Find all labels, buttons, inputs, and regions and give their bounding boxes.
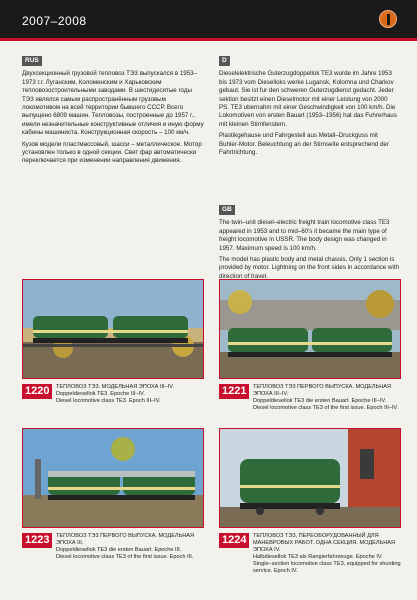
header-accent-bar	[0, 38, 417, 41]
product-photo-1221	[219, 279, 401, 379]
lang-tag-gb: GB	[219, 205, 235, 215]
caption-en: Single–section locomotive class TE3, equipped for shunting service. Epoch IV.	[253, 561, 401, 574]
product-photo-1223	[22, 428, 204, 528]
brand-logo-icon	[379, 10, 397, 28]
product-caption-1221	[219, 384, 401, 412]
caption-de: Doppeldiesellok TE3 die ersten Bauart. Epoche III.	[56, 547, 182, 553]
rus-paragraph-2: Кузов модели пластмассовый, шасси – металлическое. Мотор установлен только в одной секции. Свет фар автоматически переключается при изменении направления движения.	[22, 140, 202, 165]
de-paragraph-1: Dieselelektrische Guterzugdoppellok TE3 wurde im Jahre 1953 bis 1973 vom Dieselloks werke Lugansk, Kolomna und Charkov gebaut. Sie ist fur den schweren Guterzugdienst gedacht. Jeder sektion besitzt einen Dieselmotor mit einer Leistung von 2000 PS. TE3 ubernahm mit einer Geschwindigkeit von 100 km/h. Die Lokomotiven von ersten Bauart (1953–1956) hat das Fuhrerhaus mit kleinen Stirnfenstern.	[219, 70, 397, 128]
year-range: 2007–2008	[22, 14, 87, 28]
product-number: 1224	[219, 533, 249, 548]
text-column-english	[219, 205, 399, 284]
text-column-russian	[22, 56, 204, 169]
product-photo-1224	[219, 428, 401, 528]
gb-paragraph-1: The twin–unit diesel–electric freight train locomotive class TE3 appeared in 1953 and to mid–60's it became the main type of freight locomotive in USSR. The body design was changed in 1957. Maximum speed is 100 km/h.	[219, 219, 390, 252]
product-caption-1224	[219, 533, 401, 575]
caption-en: Diesel locomotive class TE3 of the first issue. Epoch III–IV.	[253, 405, 399, 411]
page-header	[0, 0, 417, 38]
caption-ru: ТЕПЛОВОЗ ТЭ3 ПЕРВОГО ВЫПУСКА. МОДЕЛЬНАЯ ЭПОХА III.	[56, 533, 195, 546]
caption-ru: ТЕПЛОВОЗ ТЭ3. МОДЕЛЬНАЯ ЭПОХА III–IV.	[56, 384, 175, 390]
gb-paragraph-2: The model has plastic body and metal chassis. Only 1 section is provided by motor. Lightning on the front sides in accordance with direction of travel.	[219, 256, 399, 280]
product-number: 1221	[219, 384, 249, 399]
caption-en: Diesel locomotive class TE3. Epoch III–IV.	[56, 398, 161, 404]
caption-ru: ТЕПЛОВОЗ ТЭ3, ПЕРЕОБОРУДОВАННЫЙ ДЛЯ МАНЕВРОВЫХ РАБОТ. ОДНА СЕКЦИЯ. МОДЕЛЬНАЯ ЭПОХА IV.	[253, 533, 396, 553]
product-number: 1220	[22, 384, 52, 399]
text-column-german	[219, 56, 399, 160]
product-caption-1223	[22, 533, 204, 561]
product-caption-1220	[22, 384, 204, 405]
product-number: 1223	[22, 533, 52, 548]
caption-de: Halbdiesellok TE3 als Rangierfahrzeuge. Epoche IV.	[253, 554, 383, 560]
lang-tag-de: D	[219, 56, 230, 66]
de-paragraph-2: Plastikgehause und Fahrgestell aus Metall–Druckguss mit Buhler-Motor. Beleuchtung an der Stirnseite entsprechend der Fahrtrichtung.	[219, 132, 389, 157]
caption-ru: ТЕПЛОВОЗ ТЭ3 ПЕРВОГО ВЫПУСКА. МОДЕЛЬНАЯ ЭПОХА III–IV.	[253, 384, 392, 397]
caption-de: Doppeldiesellok TE3 die ersten Bauart. Epoche III–IV.	[253, 398, 387, 404]
rus-paragraph-1: Двухсекционный грузовой тепловоз ТЭ3 выпускался в 1953–1973 г.г. Луганским, Коломенским и Харьковским тепловозостроительными заводами. В шестидесятые годы ТЭ3 являлся самым распространённым грузовым локомотивом на всей территории бывшего СССР. Всего выпущено 6809 машин. Тепловозы, построенные до 1957 г., имели незначительные конструктивные отличия и иную форму кабины машиниста. Конструкционная скорость – 100 км/ч.	[22, 70, 204, 137]
caption-en: Diesel locomotive class TE3 of the first issue. Epoch III.	[56, 554, 194, 560]
product-photo-1220	[22, 279, 204, 379]
lang-tag-rus: RUS	[22, 56, 42, 66]
caption-de: Doppeldiesellok TE3. Epoche III–IV.	[56, 391, 145, 397]
